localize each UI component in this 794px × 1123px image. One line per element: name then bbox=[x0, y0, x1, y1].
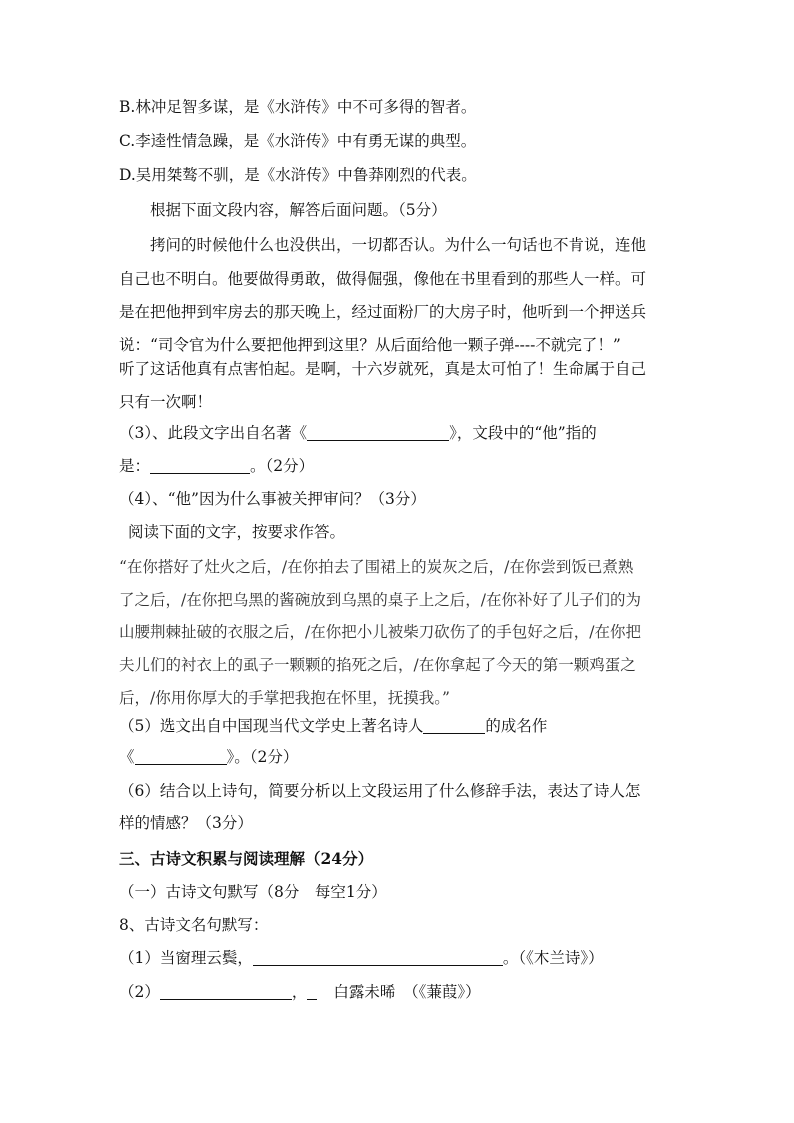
question-8-1 bbox=[119, 948, 604, 968]
question-3-line-2 bbox=[119, 456, 314, 476]
poem-line-3: 山腰荆棘扯破的衣服之后，/在你把小儿被柴刀砍伤了的手包好之后，/在你把 bbox=[119, 623, 641, 641]
question-8-2-text-b: ， bbox=[291, 983, 308, 1001]
question-5-line-2 bbox=[119, 747, 298, 767]
question-8: 8、古诗文名句默写： bbox=[119, 916, 269, 934]
question-3-text-c: 是： bbox=[119, 457, 151, 475]
question-6-line-2: 样的情感？（3分） bbox=[119, 814, 253, 832]
question-3-line-1 bbox=[119, 423, 597, 443]
poem-line-2: 了之后，/在你把乌黑的酱碗放到乌黑的桌子上之后，/在你补好了儿子们的为 bbox=[119, 591, 641, 609]
question-5-text-c: 《 bbox=[119, 748, 135, 766]
question-3-text-a: （3）、此段文字出自名著《 bbox=[119, 424, 308, 442]
poem-line-4: 夫儿们的衬衣上的虱子一颗颗的掐死之后，/在你拿起了今天的第一颗鸡蛋之 bbox=[119, 656, 636, 674]
passage-line-2: 自己也不明白。他要做得勇敢，做得倔强，像他在书里看到的那些人一样。可 bbox=[119, 270, 647, 288]
comma-underline bbox=[307, 983, 317, 1000]
question-3-text-d: 。（2分） bbox=[250, 457, 315, 475]
question-4: （4）、“他”因为什么事被关押审问？（3分） bbox=[119, 490, 426, 508]
question-6-line-1: （6）结合以上诗句，简要分析以上文段运用了什么修辞手法，表达了诗人怎 bbox=[119, 782, 641, 800]
question-5-text-d: 》。（2分） bbox=[226, 748, 299, 766]
question-8-2-text-c: 白露未晞 （《蒹葭》） bbox=[333, 983, 481, 1001]
question-3-text-b: 》，文段中的“他”指的 bbox=[449, 424, 597, 442]
poem-line-1: “在你搭好了灶火之后，/在你拍去了围裙上的炭灰之后，/在你尝到饭已煮熟 bbox=[119, 558, 634, 576]
section-3-heading: 三、古诗文积累与阅读理解（24分） bbox=[119, 849, 374, 868]
answer-blank-poem-line-2[interactable] bbox=[160, 983, 292, 1000]
answer-blank-poem-title[interactable] bbox=[135, 748, 227, 765]
passage-line-3: 是在把他押到牢房去的那天晚上，经过面粉厂的大房子时，他听到一个押送兵 bbox=[119, 303, 647, 321]
answer-blank-poet[interactable] bbox=[423, 717, 485, 734]
answer-blank-book-title[interactable] bbox=[307, 424, 449, 441]
passage-line-1: 拷问的时候他什么也没供出，一切都否认。为什么一句话也不肯说，连他 bbox=[150, 236, 647, 254]
question-8-1-text-a: （1）当窗理云鬓， bbox=[119, 949, 253, 967]
question-5-text-b: 的成名作 bbox=[485, 717, 548, 735]
passage-line-6: 只有一次啊！ bbox=[119, 393, 213, 411]
question-intro: 根据下面文段内容，解答后面问题。（5分） bbox=[150, 201, 447, 219]
question-5-line-1 bbox=[119, 716, 547, 736]
option-d: D.吴用桀骜不驯，是《水浒传》中鲁莽刚烈的代表。 bbox=[119, 166, 477, 184]
reading-instruction: 阅读下面的文字，按要求作答。 bbox=[128, 523, 346, 541]
option-c: C.李逵性情急躁，是《水浒传》中有勇无谋的典型。 bbox=[119, 132, 477, 150]
answer-blank-he-refers[interactable] bbox=[150, 457, 250, 474]
option-b: B.林冲足智多谋，是《水浒传》中不可多得的智者。 bbox=[119, 98, 477, 116]
passage-line-5: 听了这话他真有点害怕起。是啊，十六岁就死，真是太可怕了！生命属于自己 bbox=[119, 360, 647, 378]
passage-line-4: 说：“司令官为什么要把他押到这里？从后面给他一颗子弹----不就完了！” bbox=[119, 336, 621, 354]
question-8-2 bbox=[119, 982, 481, 1002]
question-8-2-text-a: （2） bbox=[119, 983, 160, 1001]
answer-blank-poem-line-1[interactable] bbox=[253, 949, 503, 966]
question-5-text-a: （5）选文出自中国现当代文学史上著名诗人 bbox=[119, 717, 424, 735]
poem-line-5: 后，/你用你厚大的手掌把我抱在怀里，抚摸我。” bbox=[119, 689, 450, 707]
subsection-1-heading: （一）古诗文句默写（8分 每空1分） bbox=[119, 883, 387, 901]
question-8-1-text-b: 。（《木兰诗》） bbox=[502, 949, 604, 967]
